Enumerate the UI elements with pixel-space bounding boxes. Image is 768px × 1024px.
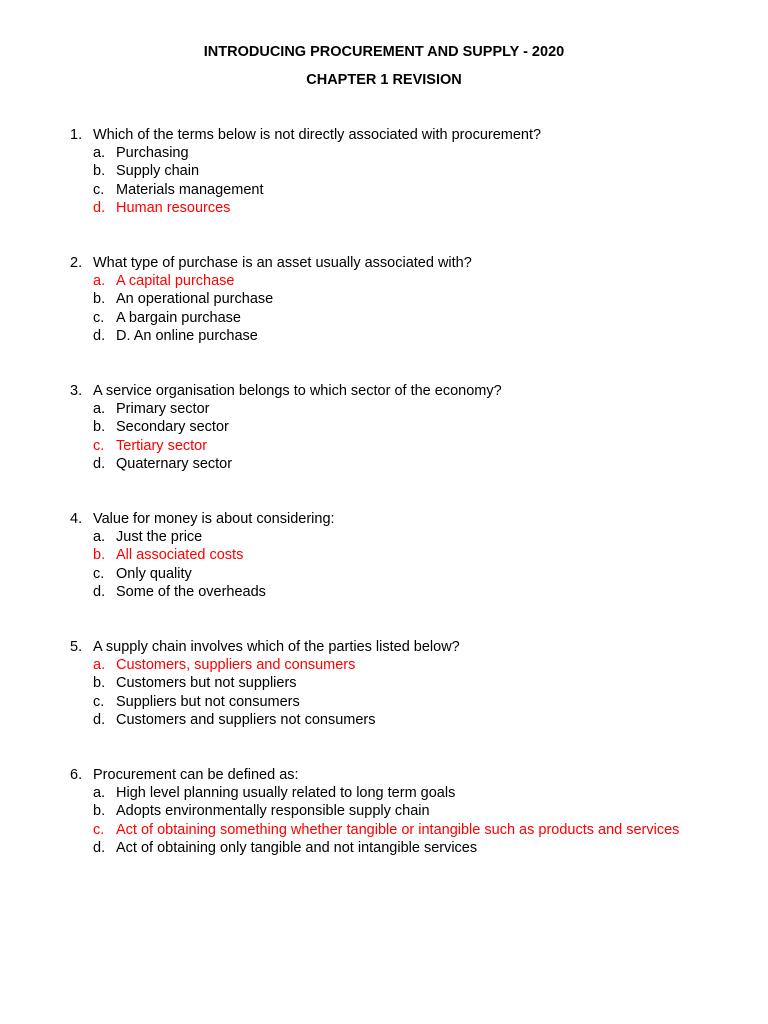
question-text: What type of purchase is an asset usually associated with? (93, 255, 472, 271)
option-letter: a. (93, 401, 106, 418)
option-letter: a. (93, 273, 106, 290)
option-text: Primary sector (116, 401, 210, 418)
option-text: Act of obtaining only tangible and not intangible services (116, 839, 478, 856)
option-letter: b. (93, 163, 106, 180)
option-text: Materials management (116, 181, 264, 198)
option-text: Some of the overheads (116, 583, 266, 600)
option-text: Only quality (116, 565, 192, 582)
option-text: Tertiary sector (116, 437, 208, 454)
option-text: High level planning usually related to long term goals (116, 785, 456, 802)
option-letter: a. (93, 529, 106, 546)
question-number: 2. (70, 255, 83, 271)
option-letter: d. (93, 711, 106, 728)
option-letter: a. (93, 657, 106, 674)
question-text: A supply chain involves which of the parties listed below? (93, 639, 460, 655)
option-letter: b. (93, 803, 106, 820)
option-letter: d. (93, 839, 106, 856)
option-letter: b. (93, 675, 106, 692)
option-letter: c. (93, 821, 105, 838)
option-text: Adopts environmentally responsible supply chain (116, 803, 430, 820)
option-letter: b. (93, 547, 106, 564)
option-text: Quaternary sector (116, 455, 233, 472)
question-number: 6. (70, 767, 83, 783)
option-letter: c. (93, 309, 105, 326)
option-text: Customers and suppliers not consumers (116, 711, 376, 728)
question-number: 3. (70, 383, 83, 399)
question-text: Which of the terms below is not directly associated with procurement? (93, 127, 542, 143)
question-number: 5. (70, 639, 83, 655)
option-letter: a. (93, 785, 106, 802)
option-letter: c. (93, 437, 105, 454)
option-text: D. An online purchase (116, 327, 258, 344)
option-text: Supply chain (116, 163, 200, 180)
question-text: Value for money is about considering: (93, 511, 335, 527)
option-text: Just the price (116, 529, 203, 546)
option-letter: b. (93, 419, 106, 436)
option-letter: b. (93, 291, 106, 308)
option-text: Secondary sector (116, 419, 229, 436)
option-letter: a. (93, 145, 106, 162)
option-text: Customers, suppliers and consumers (116, 657, 356, 674)
question-number: 4. (70, 511, 83, 527)
option-letter: c. (93, 565, 105, 582)
option-letter: c. (93, 181, 105, 198)
option-letter: d. (93, 455, 106, 472)
option-text: Purchasing (116, 145, 189, 162)
document-title: INTRODUCING PROCUREMENT AND SUPPLY - 2020 (203, 44, 565, 60)
document-subtitle: CHAPTER 1 REVISION (306, 72, 462, 88)
question-text: Procurement can be defined as: (93, 767, 299, 783)
option-letter: c. (93, 693, 105, 710)
option-text: All associated costs (116, 547, 244, 564)
option-text: An operational purchase (116, 291, 274, 308)
question-text: A service organisation belongs to which sector of the economy? (93, 383, 502, 399)
option-text: Suppliers but not consumers (116, 693, 300, 710)
option-text: Act of obtaining something whether tangible or intangible such as products and services (116, 821, 680, 838)
option-text: A bargain purchase (116, 309, 241, 326)
option-text: Human resources (116, 199, 231, 216)
option-letter: d. (93, 583, 106, 600)
option-text: Customers but not suppliers (116, 675, 297, 692)
option-letter: d. (93, 199, 106, 216)
option-letter: d. (93, 327, 106, 344)
question-number: 1. (70, 127, 83, 143)
option-text: A capital purchase (116, 273, 235, 290)
